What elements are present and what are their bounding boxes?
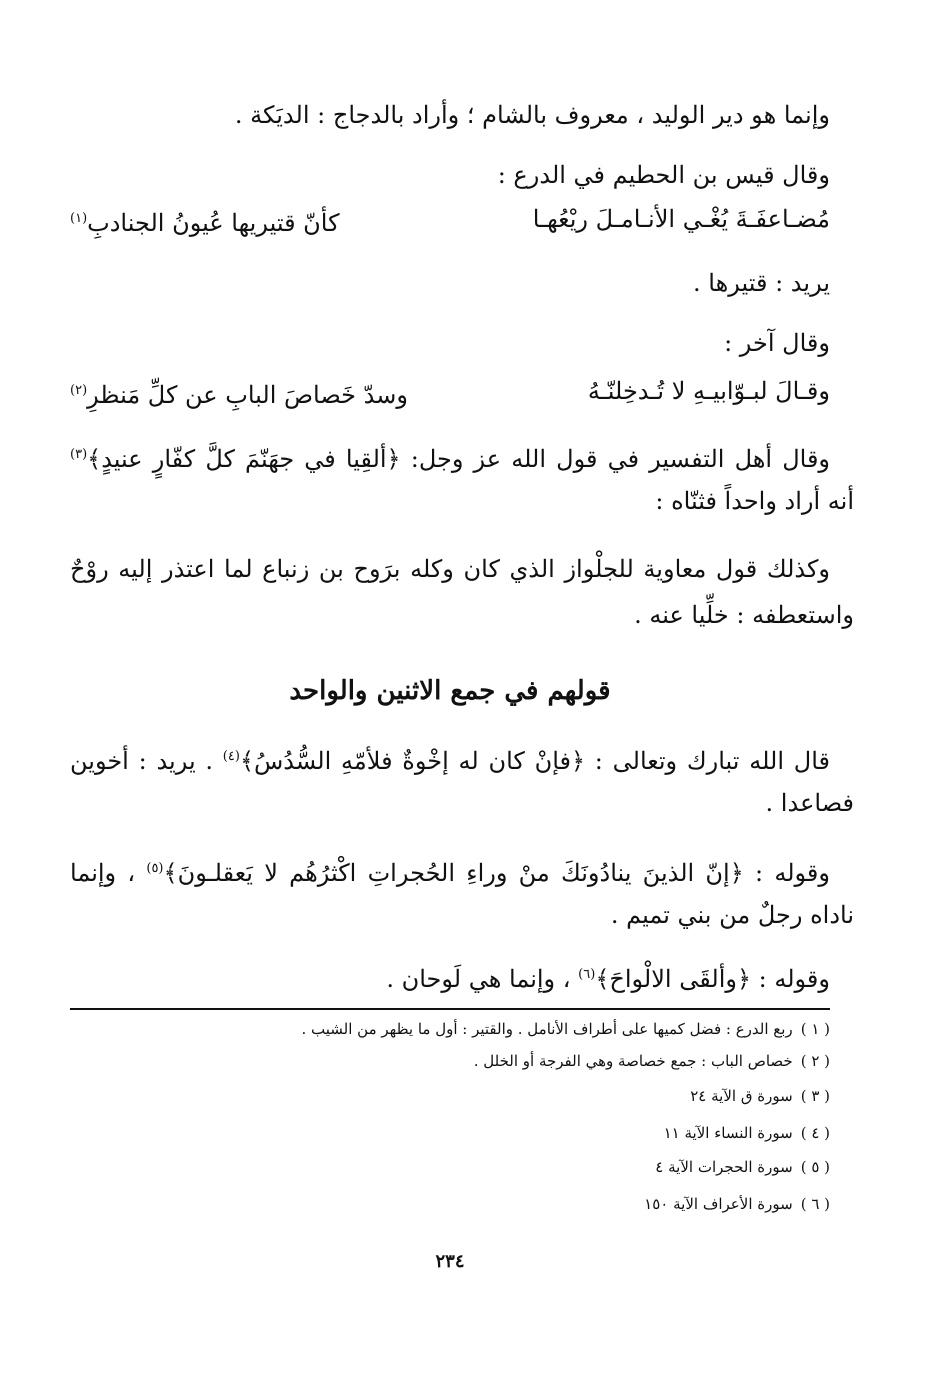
body-line: يريد : قتيرها . [693,269,830,297]
body-line: قال الله تبارك وتعالى : ﴿فإنْ كان له إخْوةٌ فلأمّهِ السُّدُسُ﴾$^{(٤)}$ . يريد : أخوين [70,747,831,775]
verse-hemistich-second: وسدّ خَصاصَ البابِ عن كلِّ مَنظرِ$^{(٢)}$ [70,381,408,409]
body-line: وقوله : ﴿إنّ الذينَ ينادُونَكَ منْ وراءِ الحُجراتِ اكْثرُهُم لا يَعقلـونَ﴾$^{(٥)}$ ، وإنما [70,859,830,887]
body-line: وقوله : ﴿وألقَى الالْواحَ﴾$^{(٦)}$ ، وإنما هي لَوحان . [386,965,830,993]
verse-intro: وقال قيس بن الحطيم في الدرع : [497,161,830,189]
verse-intro: وقال آخر : [724,329,830,357]
page-number: ٢٣٤ [435,1251,465,1272]
footnote-divider [70,1008,830,1010]
body-line: ناداه رجلٌ من بني تميم . [610,901,854,929]
body-line: واستعطفه : خلِّيا عنه . [634,601,854,629]
footnote: ( ٣ )سورة ق الآية ٢٤ [690,1087,830,1105]
verse-hemistich-first: مُضـاعفَـةَ يُغْـي الأنـامـلَ ريْعُهـا [532,205,830,233]
footnote: ( ٤ )سورة النساء الآية ١١ [663,1124,830,1142]
body-line: وقال أهل التفسير في قول الله عز وجل: ﴿ألقِيا في جهَنّمَ كلَّ كفّارٍ عنيدٍ﴾$^{(٣)}$ [70,445,830,473]
footnote-ref: (٣) [70,447,88,462]
verse-hemistich-first: وقـالَ لبـوّابيـهِ لا تُـدخِلنّـهُ [587,377,830,405]
footnote: ( ٦ )سورة الأعراف الآية ١٥٠ [644,1195,830,1213]
footnote: ( ١ )ربع الدرع : فضل كميها على أطراف الأنامل . والقتير : أول ما يظهر من الشيب . [301,1020,830,1038]
footnote-ref: (٦) [578,967,596,982]
body-line: وكذلك قول معاوية للجلْواز الذي كان وكله برَوح بن زنباع لما اعتذر إليه روْحٌ [70,555,830,583]
footnote: ( ٢ )خصاص الباب : جمع خصاصة وهي الفرجة أو الخلل . [473,1052,830,1070]
book-page [70,0,854,1373]
verse-hemistich-second: كأنّ قتيريها عُيونُ الجنادبِ$^{(١)}$ [70,209,340,237]
section-heading: قولهم في جمع الاثنين والواحد [289,676,611,706]
footnote-ref: (٢) [70,383,88,398]
verse-line [70,374,830,412]
verse-line [70,202,830,240]
footnote-ref: (٤) [222,749,240,764]
footnote: ( ٥ )سورة الحجرات الآية ٤ [655,1158,830,1176]
body-line: وإنما هو دير الوليد ، معروف بالشام ؛ وأراد بالدجاج : الديَكة . [234,101,830,129]
body-line: أنه أراد واحداً فثنّاه : [655,487,854,515]
footnote-ref: (١) [70,211,88,226]
body-line: فصاعدا . [765,789,854,817]
footnote-ref: (٥) [146,861,164,876]
